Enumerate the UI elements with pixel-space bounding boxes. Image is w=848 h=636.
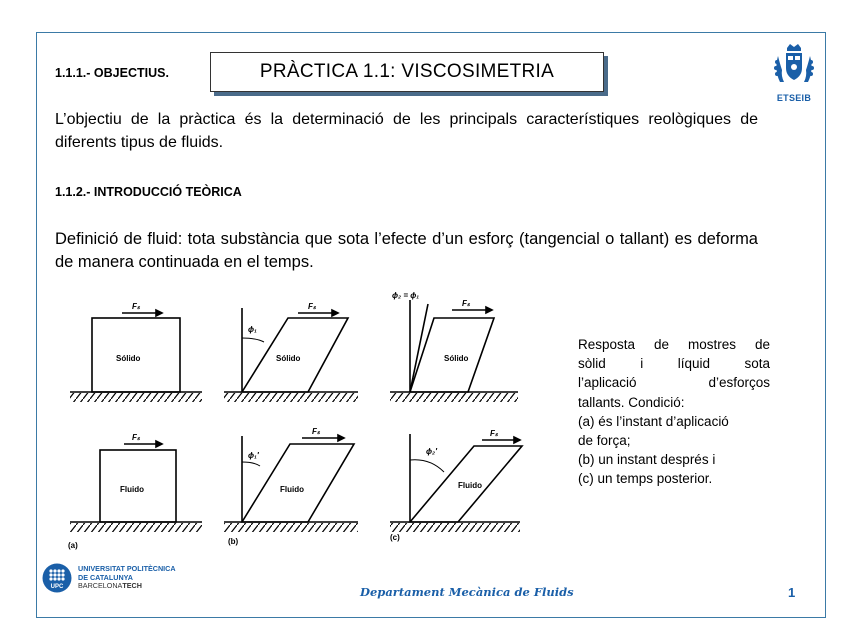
page-number: 1 [788, 585, 796, 600]
phi1-label: ϕ₁ [248, 325, 257, 334]
phi2-eq-label: ϕ₂ = ϕ₁ [392, 291, 420, 300]
solid-label-c: Sólido [444, 354, 469, 363]
caption-line: sòlid i líquid sota [578, 356, 770, 372]
upc-icon [42, 563, 72, 593]
caption-line: l’aplicació d’esforços [578, 375, 770, 391]
force-label-1a: Fₛ [132, 302, 140, 311]
objective-text: L’objectiu de la pràctica és la determinació de les principals característiques reològiques de diferents tipus de fluids. [55, 111, 758, 151]
caption-line: tallants. Condició: [578, 394, 685, 410]
fluid-label-c: Fluido [458, 481, 482, 490]
caption-line: Resposta de mostres de [578, 337, 770, 352]
solid-label-b: Sólido [276, 354, 301, 363]
caption-line: (c) un temps posterior. [578, 471, 713, 487]
section2-heading: 1.1.2.- INTRODUCCIÓ TEÒRICA [55, 185, 242, 199]
solid-label-a: Sólido [116, 354, 141, 363]
diagram-caption [578, 335, 770, 489]
fluid-label-b: Fluido [280, 485, 304, 494]
upc-logo-text: UPC [50, 584, 64, 590]
panel-label-b: (b) [228, 537, 239, 546]
force-label-1c: Fₛ [462, 299, 470, 308]
force-label-2b: Fₛ [312, 427, 320, 436]
force-label-2c: Fₛ [490, 429, 498, 438]
caption-line: de força; [578, 433, 631, 449]
panel-label-c: (c) [390, 533, 400, 542]
university-line3a: BARCELONA [78, 581, 123, 591]
force-label-1b: Fₛ [308, 302, 316, 311]
etseib-label: ETSEIB [776, 93, 812, 103]
fluid-label-a: Fluido [120, 485, 144, 494]
crest-icon [770, 40, 818, 90]
section1-heading: 1.1.1.- OBJECTIUS. [55, 66, 169, 80]
caption-line: (a) és l’instant d’aplicació [578, 413, 729, 429]
phi1-prime-label: ϕ₁′ [248, 451, 259, 460]
university-line3b: TECH [122, 581, 142, 591]
slide-title: PRÀCTICA 1.1: VISCOSIMETRIA [210, 52, 604, 92]
definition-text: Definició de fluid: tota substància que sota l’efecte d’un esforç (tangencial o tallant) es deforma de manera continuada en el temps. [55, 230, 758, 271]
phi2-prime-label: ϕ₂′ [426, 447, 438, 456]
university-line1: UNIVERSITAT POLITÈCNICA [78, 564, 176, 574]
panel-label-a: (a) [68, 541, 78, 550]
upc-logo [42, 563, 176, 593]
shear-response-diagram [62, 282, 542, 554]
force-label-2a: Fₛ [132, 433, 140, 442]
university-line2: DE CATALUNYA [78, 572, 133, 582]
department-name: Departament Mecànica de Fluids [360, 585, 574, 599]
etseib-logo [770, 40, 818, 103]
caption-line: (b) un instant després i [578, 452, 716, 468]
